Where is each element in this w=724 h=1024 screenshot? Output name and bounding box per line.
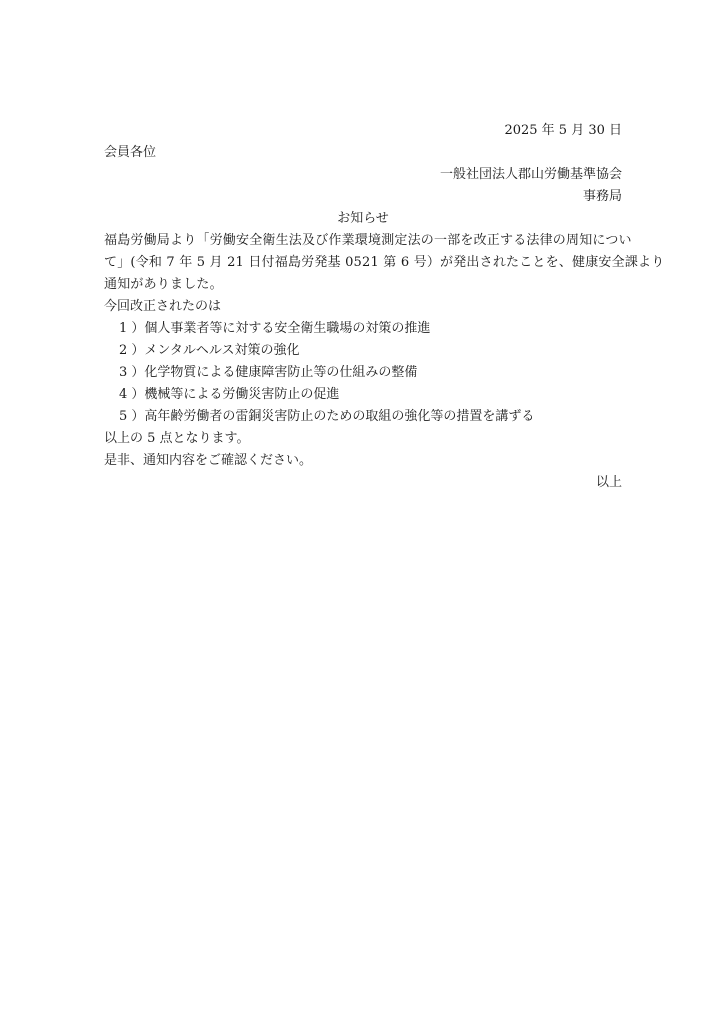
intro-paragraph xyxy=(104,230,665,296)
list-item: 5 ）高年齢労働者の雷銅災害防止のための取組の強化等の措置を講ずる xyxy=(119,409,535,424)
addressee: 会員各位 xyxy=(104,145,157,160)
sender-organization: 一般社団法人郡山労働基準協会 xyxy=(439,167,622,182)
document-page xyxy=(104,120,665,494)
intro-line-3: 通知がありました。 xyxy=(104,277,223,292)
list-item: 3 ）化学物質による健康障害防止等の仕組みの整備 xyxy=(119,365,418,380)
document-title: お知らせ xyxy=(337,211,389,226)
sender-department: 事務局 xyxy=(582,189,622,204)
document-date: 2025 年 5 月 30 日 xyxy=(504,123,622,138)
amendment-list xyxy=(104,318,622,428)
list-item: 1 ）個人事業者等に対する安全衛生職場の対策の推進 xyxy=(119,321,431,336)
intro-line-1: 福島労働局より「労働安全衛生法及び作業環境測定法の一部を改正する法律の周知につい xyxy=(104,233,632,248)
list-item: 2 ）メンタルヘルス対策の強化 xyxy=(119,343,300,358)
closing-text: 以上 xyxy=(595,475,622,490)
request-text: 是非、通知内容をご確認ください。 xyxy=(104,453,313,468)
list-intro: 今回改正されたのは xyxy=(104,299,222,314)
summary-text: 以上の 5 点となります。 xyxy=(104,431,250,446)
intro-line-2: て」(令和 7 年 5 月 21 日付福島労発基 0521 第 6 号）が発出されたことを、健康安全課より xyxy=(104,255,665,270)
list-item: 4 ）機械等による労働災害防止の促進 xyxy=(119,387,340,402)
